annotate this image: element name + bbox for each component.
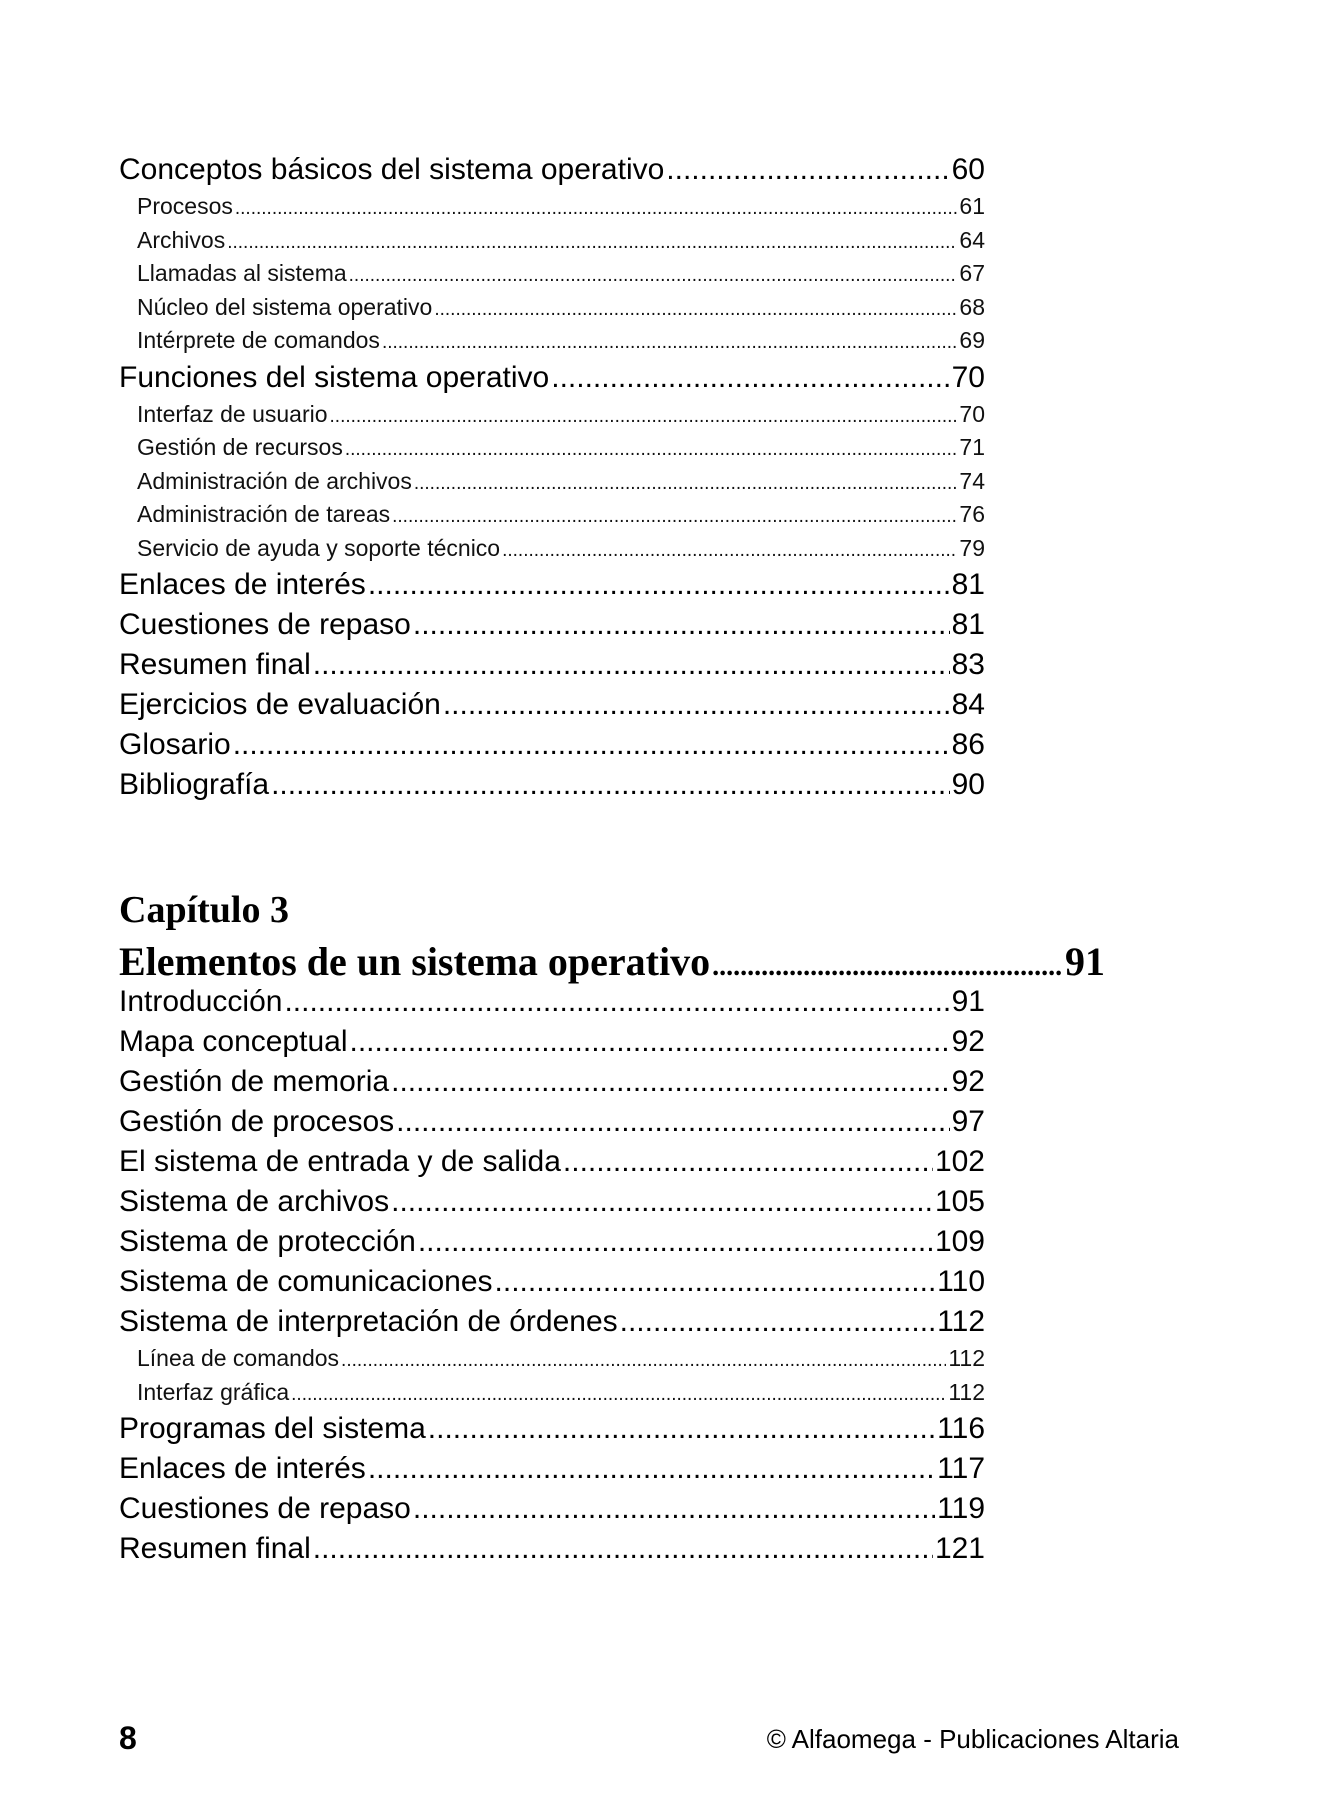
toc-entry-title: Mapa conceptual [119, 1025, 348, 1058]
chapter-label: Capítulo 3 [119, 889, 289, 931]
toc-entry-title: Enlaces de interés [119, 568, 366, 601]
footer-copyright: © Alfaomega - Publicaciones Altaria [766, 1724, 1179, 1754]
footer-page-number: 8 [119, 1720, 137, 1756]
toc-subentry[interactable] [119, 398, 985, 432]
dot-leader [382, 326, 957, 358]
toc-entry-title: Ejercicios de evaluación [119, 688, 441, 721]
toc-entry-page: 92 [951, 1025, 985, 1058]
toc-entry-page: 81 [951, 568, 985, 601]
dot-leader [341, 1344, 946, 1376]
dot-leader [396, 1102, 949, 1142]
toc-entry-page: 68 [959, 293, 985, 320]
toc-entry-page: 91 [951, 985, 985, 1018]
toc-subentry[interactable] [119, 1342, 985, 1376]
toc-entry-title: Enlaces de interés [119, 1452, 366, 1485]
dot-leader [418, 1222, 933, 1262]
chapter-page-number: 91 [1065, 939, 1105, 984]
toc-entry-page: 109 [934, 1225, 985, 1258]
toc-entry-title: Gestión de recursos [137, 434, 343, 460]
chapter-title: Elementos de un sistema operativo [119, 939, 711, 984]
toc-subentry[interactable] [119, 465, 985, 499]
toc-entry-title: Núcleo del sistema operativo [137, 293, 433, 320]
toc-entry-page: 79 [959, 534, 985, 561]
toc-entry-title: Procesos [137, 193, 233, 219]
toc-subentry[interactable] [119, 431, 985, 465]
toc-entry-page: 61 [959, 193, 985, 219]
dot-leader [350, 1022, 950, 1062]
toc-entry-page: 102 [934, 1145, 985, 1178]
toc-entry-title: Gestión de memoria [119, 1065, 390, 1098]
toc-subentry[interactable] [119, 224, 985, 258]
toc-entry-title: Sistema de protección [119, 1225, 416, 1258]
toc-entry[interactable] [119, 1222, 985, 1262]
dot-leader [330, 400, 958, 432]
toc-entry-page: 112 [948, 1378, 985, 1405]
dot-leader [443, 685, 950, 725]
dot-leader [391, 1062, 950, 1102]
toc-entry-page: 92 [951, 1065, 985, 1098]
dot-leader [368, 565, 950, 605]
dot-leader [313, 645, 950, 685]
toc-entry[interactable] [119, 565, 985, 605]
toc-entry-page: 121 [934, 1532, 985, 1565]
toc-entry-title: Sistema de archivos [119, 1185, 390, 1218]
toc-entry-title: Interfaz de usuario [137, 400, 328, 427]
toc-entry-title: Cuestiones de repaso [119, 1492, 411, 1525]
toc-entry[interactable] [119, 982, 985, 1022]
dot-leader [284, 982, 949, 1022]
dot-leader [391, 1182, 933, 1222]
toc-entry-title: Archivos [137, 226, 226, 253]
toc-entry-page: 112 [937, 1305, 985, 1338]
toc-subentry[interactable] [119, 324, 985, 358]
toc-entry-title: Sistema de interpretación de órdenes [119, 1305, 618, 1338]
toc-entry[interactable] [119, 358, 985, 398]
toc-entry[interactable] [119, 725, 985, 765]
toc-section-a [119, 150, 985, 805]
toc-entry-title: Bibliografía [119, 768, 270, 801]
toc-subentry[interactable] [119, 190, 985, 224]
toc-entry-title: Interfaz gráfica [137, 1378, 290, 1405]
dot-leader [666, 150, 949, 190]
toc-entry-title: Resumen final [119, 648, 311, 681]
dot-leader [502, 534, 957, 566]
toc-subentry[interactable] [119, 498, 985, 532]
dot-leader [392, 500, 957, 532]
dot-leader [349, 259, 958, 291]
toc-entry-page: 116 [937, 1412, 985, 1445]
toc-entry-title: Llamadas al sistema [137, 260, 347, 286]
dot-leader [434, 293, 957, 325]
toc-entry-title: Línea de comandos [137, 1345, 340, 1371]
toc-subentry[interactable] [119, 532, 985, 566]
toc-entry[interactable] [119, 1022, 985, 1062]
toc-entry[interactable] [119, 765, 985, 805]
toc-entry-title: Servicio de ayuda y soporte técnico [137, 534, 501, 561]
toc-entry-title: Intérprete de comandos [137, 327, 380, 353]
toc-entry[interactable] [119, 1409, 985, 1449]
toc-entry-page: 97 [951, 1105, 985, 1138]
dot-leader [413, 605, 950, 645]
toc-entry-page: 74 [959, 467, 985, 494]
toc-section-b [119, 982, 985, 1569]
toc-entry[interactable] [119, 1182, 985, 1222]
dot-leader [368, 1449, 935, 1489]
toc-entry[interactable] [119, 1062, 985, 1102]
dot-leader [291, 1378, 946, 1410]
dot-leader [428, 1409, 935, 1449]
toc-entry-page: 117 [937, 1452, 985, 1485]
toc-entry-page: 105 [934, 1185, 985, 1218]
toc-entry-title: Programas del sistema [119, 1412, 426, 1445]
toc-subentry[interactable] [119, 291, 985, 325]
toc-entry-title: Conceptos básicos del sistema operativo [119, 153, 665, 186]
dot-leader [235, 192, 958, 224]
toc-entry-page: 70 [951, 360, 985, 394]
toc-entry-title: Administración de archivos [137, 467, 412, 494]
dot-leader [233, 725, 950, 765]
toc-entry[interactable] [119, 1529, 985, 1569]
toc-entry-page: 64 [959, 226, 985, 253]
toc-subentry[interactable] [119, 1376, 985, 1410]
toc-entry[interactable] [119, 1449, 985, 1489]
toc-entry-title: Administración de tareas [137, 501, 391, 527]
toc-entry-page: 67 [959, 260, 985, 286]
toc-entry-page: 84 [951, 688, 985, 721]
toc-entry-page: 76 [959, 501, 985, 527]
toc-entry-page: 83 [951, 648, 985, 681]
dot-leader [563, 1142, 933, 1182]
toc-entry[interactable] [119, 1102, 985, 1142]
toc-entry-page: 71 [959, 434, 985, 460]
toc-entry-title: Introducción [119, 985, 283, 1018]
toc-entry[interactable] [119, 150, 985, 190]
toc-entry-title: Sistema de comunicaciones [119, 1265, 493, 1298]
dot-leader [414, 467, 958, 499]
toc-entry-title: Glosario [119, 728, 231, 761]
toc-entry[interactable] [119, 1489, 985, 1529]
toc-entry-title: El sistema de entrada y de salida [119, 1145, 561, 1178]
dot-leader [620, 1302, 936, 1342]
toc-entry-page: 86 [951, 728, 985, 761]
dot-leader [271, 765, 950, 805]
dot-leader [313, 1529, 933, 1569]
dot-leader [345, 433, 958, 465]
toc-entry-page: 119 [937, 1492, 985, 1525]
toc-entry-page: 110 [937, 1265, 985, 1298]
toc-entry[interactable] [119, 645, 985, 685]
toc-entry-title: Resumen final [119, 1532, 311, 1565]
toc-entry-title: Gestión de procesos [119, 1105, 395, 1138]
dot-leader [495, 1262, 936, 1302]
dot-leader [551, 358, 949, 398]
toc-entry-title: Cuestiones de repaso [119, 608, 411, 641]
toc-entry[interactable] [119, 1262, 985, 1302]
dot-leader [227, 226, 957, 258]
toc-entry[interactable] [119, 1302, 985, 1342]
toc-entry[interactable] [119, 1142, 985, 1182]
toc-entry[interactable] [119, 685, 985, 725]
toc-entry-page: 69 [959, 327, 985, 353]
dot-leader [413, 1489, 935, 1529]
toc-entry-page: 90 [951, 768, 985, 801]
toc-entry-page: 81 [951, 608, 985, 641]
toc-subentry[interactable] [119, 257, 985, 291]
toc-entry-page: 60 [951, 153, 985, 186]
toc-entry-page: 70 [959, 400, 985, 427]
toc-entry-title: Funciones del sistema operativo [119, 360, 550, 394]
toc-entry[interactable] [119, 605, 985, 645]
toc-entry-page: 112 [948, 1345, 985, 1371]
